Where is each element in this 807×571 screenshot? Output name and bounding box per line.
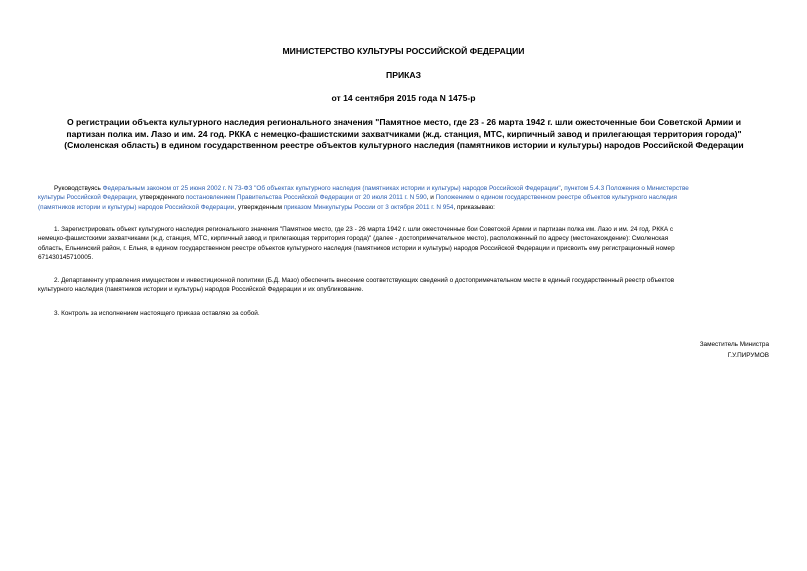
item-line: 2. Департаменту управления имуществом и инвестиционной политики (Б.Д. Мазо) обеспечить внесение соответствующих сведений о достопримечательном месте в единый государственный реестр объектов (54, 277, 675, 284)
item-line: 3. Контроль за исполнением настоящего приказа оставляю за собой. (54, 310, 260, 317)
preamble-text: , утвержденного (136, 194, 186, 202)
order-item-3 (38, 309, 770, 318)
government-resolution-link[interactable]: постановлением Правительства Российской Федерации от 20 июля 2011 г. N 590 (185, 194, 427, 202)
registry-regulation-link[interactable]: Положением о едином государственном реестре объектов культурного наследия (435, 194, 678, 202)
title-line: партизан полка им. Лазо и им. 24 год. РККА с немецко-фашистскими захватчиками (ж.д. станция, МТС, кирпичный завод и прилегающая территория города)" (66, 128, 742, 139)
preamble-line (38, 184, 770, 193)
title-line: (Смоленская область) в едином государственном реестре объектов культурного наследия (памятников истории и культуры) народов Российской Федерации (64, 140, 744, 151)
item-line: область, Ельнинский район, г. Ельня, в едином государственном реестре объектов культурного наследия (памятников истории и культуры) народов Российской Федерации и присвоить ему регистрационный номер (38, 244, 675, 252)
registry-regulation-link-continued[interactable]: (памятников истории и культуры) народов Российской Федерации (38, 203, 235, 211)
ministry-order-link[interactable]: приказом Минкультуры России от 3 октября 2011 г. N 954 (283, 203, 454, 211)
document-date-number: от 14 сентября 2015 года N 1475-р (331, 93, 476, 103)
federal-law-link[interactable]: Федеральным законом от 25 июня 2002 г. N 73-ФЗ "Об объектах культурного наследия (памятниках истории и культуры) народов Российской Федерации" (102, 185, 561, 192)
order-item-1 (38, 225, 770, 263)
ministry-regulation-link-continued[interactable]: культуры Российской Федерации (38, 194, 137, 202)
item-line: 671430145710005. (38, 254, 94, 262)
item-line: немецко-фашистскими захватчиками (ж.д. станция, МТС, кирпичный завод и прилегающая территория города)" (далее - достопримечательное место), расположенный по адресу (местонахождение): Смоленская (38, 235, 669, 243)
ministry-heading: МИНИСТЕРСТВО КУЛЬТУРЫ РОССИЙСКОЙ ФЕДЕРАЦИИ (282, 46, 525, 56)
preamble-text: Руководствуясь (54, 185, 103, 192)
preamble-paragraph (38, 184, 770, 212)
signatory-position: Заместитель Министра (699, 341, 769, 348)
preamble-text: , приказываю: (453, 203, 495, 211)
item-line: культурного наследия (памятников истории и культуры) народов Российской Федерации и их опубликование. (38, 286, 364, 294)
ministry-regulation-link[interactable]: пунктом 5.4.3 Положения о Министерстве (564, 185, 689, 192)
document-title (36, 117, 772, 152)
preamble-text: , (560, 185, 565, 192)
order-item-2 (38, 276, 770, 295)
preamble-text: , и (426, 194, 436, 202)
item-line: 1. Зарегистрировать объект культурного наследия регионального значения "Памятное место, где 23 - 26 марта 1942 г. шли ожесточенные бои Советской Армии и партизан полка им. Лазо и им. 24 год. РККА с (54, 226, 674, 233)
document-type-heading: ПРИКАЗ (386, 70, 421, 80)
preamble-line (38, 203, 770, 212)
title-line: О регистрации объекта культурного наследия регионального значения "Памятное место, где 23 - 26 марта 1942 г. шли ожесточенные бои Советской Армии и (66, 117, 742, 127)
preamble-line (38, 193, 770, 202)
preamble-text: , утвержденным (234, 203, 284, 211)
signatory-name: Г.У.ПИРУМОВ (727, 352, 769, 359)
